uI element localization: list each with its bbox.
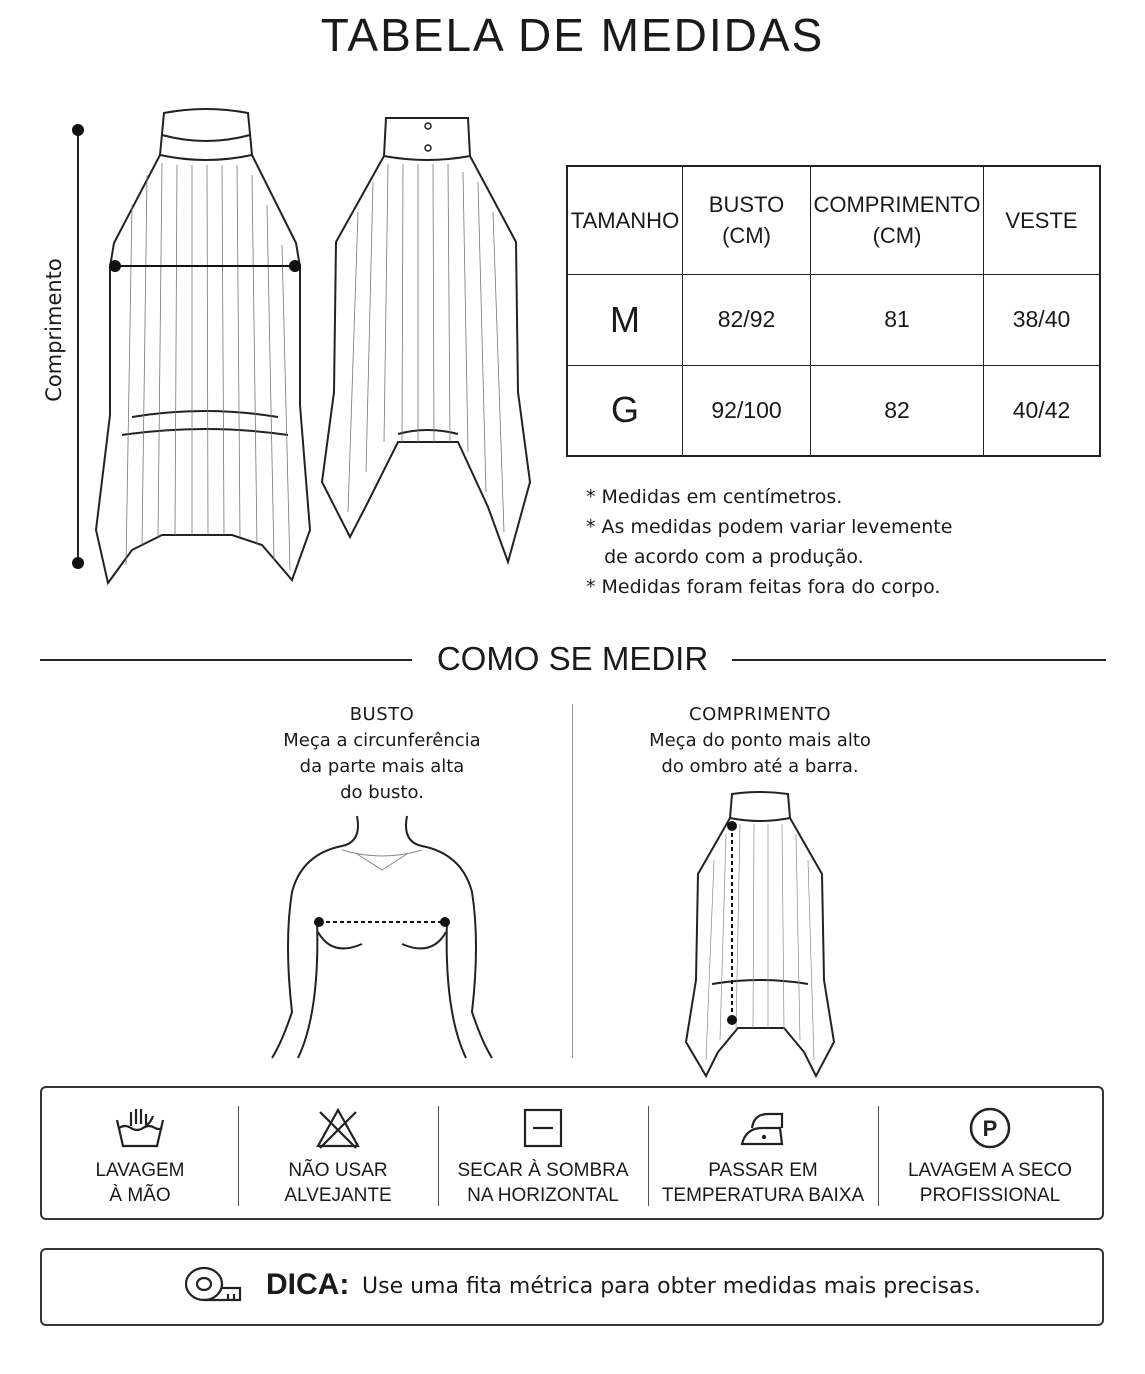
body-bust-illustration xyxy=(262,812,502,1060)
care-item-no-bleach xyxy=(238,1088,438,1218)
care-label-line: LAVAGEM A SECO xyxy=(907,1160,1073,1181)
page-title: TABELA DE MEDIDAS xyxy=(320,9,825,61)
busto-text-line: do busto. xyxy=(340,782,424,803)
care-item-iron-low xyxy=(648,1088,878,1218)
comprimento-instructions xyxy=(610,702,910,780)
care-label-line: NA HORIZONTAL xyxy=(467,1185,619,1206)
busto-instructions xyxy=(232,702,532,806)
care-item-dry-clean xyxy=(878,1088,1102,1218)
veste-cell: 38/40 xyxy=(984,274,1101,365)
garment-front-illustration xyxy=(92,105,322,590)
busto-heading: BUSTO xyxy=(349,704,415,725)
svg-text:P: P xyxy=(982,1116,998,1141)
care-label-line: LAVAGEM xyxy=(95,1160,185,1181)
care-label-line: PROFISSIONAL xyxy=(919,1185,1061,1206)
care-label-line: ALVEJANTE xyxy=(284,1185,392,1206)
note-line: de acordo com a produção. xyxy=(586,546,864,568)
table-row xyxy=(567,365,1100,456)
care-label-line: NÃO USAR xyxy=(288,1160,388,1181)
measurement-notes xyxy=(586,482,1126,602)
garment-back-illustration xyxy=(318,112,534,567)
header-comprimento: COMPRIMENTO (CM) xyxy=(811,166,984,274)
busto-text-line: Meça a circunferência xyxy=(283,730,481,751)
hand-wash-icon xyxy=(113,1106,167,1150)
comprimento-text-line: do ombro até a barra. xyxy=(661,756,859,777)
tip-text: Use uma fita métrica para obter medidas mais precisas. xyxy=(362,1274,981,1299)
size-cell: G xyxy=(567,365,683,456)
care-instructions-box xyxy=(40,1086,1104,1220)
tip-label: DICA: xyxy=(266,1268,350,1301)
how-to-separator xyxy=(572,704,573,1058)
size-cell: M xyxy=(567,274,683,365)
comprimento-text-line: Meça do ponto mais alto xyxy=(649,730,871,751)
busto-cell: 92/100 xyxy=(683,365,811,456)
dry-clean-p-icon xyxy=(967,1106,1013,1150)
size-table xyxy=(566,165,1101,457)
header-tamanho: TAMANHO xyxy=(567,166,683,274)
header-veste: VESTE xyxy=(984,166,1101,274)
busto-cell: 82/92 xyxy=(683,274,811,365)
no-bleach-icon xyxy=(314,1106,362,1150)
measuring-tape-icon xyxy=(182,1264,246,1310)
iron-low-icon xyxy=(738,1106,788,1150)
divider-right xyxy=(732,659,1106,661)
tip-box xyxy=(40,1248,1104,1326)
header-busto: BUSTO (CM) xyxy=(683,166,811,274)
how-to-title: COMO SE MEDIR xyxy=(436,640,709,677)
comprimento-cell: 81 xyxy=(811,274,984,365)
table-row xyxy=(567,274,1100,365)
comprimento-heading: COMPRIMENTO xyxy=(689,704,831,725)
length-label: Comprimento xyxy=(42,258,66,402)
care-label-line: SECAR À SOMBRA xyxy=(457,1160,629,1181)
care-label-line: À MÃO xyxy=(109,1185,171,1206)
note-line: * Medidas foram feitas fora do corpo. xyxy=(586,576,941,598)
table-header-row xyxy=(567,166,1100,274)
dry-flat-shade-icon xyxy=(521,1106,565,1150)
comprimento-cell: 82 xyxy=(811,365,984,456)
veste-cell: 40/42 xyxy=(984,365,1101,456)
care-item-hand-wash xyxy=(42,1088,238,1218)
garment-length-illustration xyxy=(684,790,836,1080)
care-label-line: PASSAR EM xyxy=(708,1160,818,1181)
note-line: * Medidas em centímetros. xyxy=(586,486,843,508)
care-item-dry-flat-shade xyxy=(438,1088,648,1218)
care-label-line: TEMPERATURA BAIXA xyxy=(661,1185,865,1206)
busto-text-line: da parte mais alta xyxy=(299,756,465,777)
note-line: * As medidas podem variar levemente xyxy=(586,516,953,538)
